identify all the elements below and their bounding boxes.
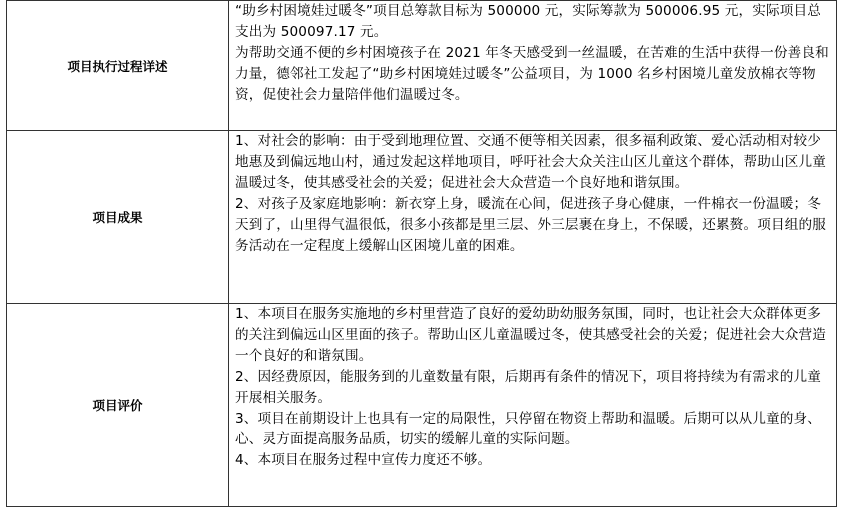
row-content-execution	[229, 1, 837, 131]
row-content-results	[229, 131, 837, 304]
content-paragraph: 2、因经费原因，能服务到的儿童数量有限，后期再有条件的情况下，项目将持续为有需求的儿童开展相关服务。	[235, 368, 822, 406]
content-paragraph: 2、对孩子及家庭地影响：新衣穿上身，暖流在心间，促进孩子身心健康，一件棉衣一份温暖；冬天到了，山里得气温很低，很多小孩都是里三层、外三层裹在身上，不保暖，还累赘。项目组的服务活动在一定程度上缓解山区困境儿童的困难。	[235, 195, 826, 254]
row-label-results: 项目成果	[7, 131, 229, 304]
table-row-execution	[7, 1, 837, 131]
row-label-evaluation: 项目评价	[7, 304, 229, 507]
content-paragraph: 4、本项目在服务过程中宣传力度还不够。	[235, 452, 492, 469]
table-row-results	[7, 131, 837, 304]
row-label-execution: 项目执行过程详述	[7, 1, 229, 131]
row-content-evaluation	[229, 304, 837, 507]
content-paragraph: 为帮助交通不便的乡村困境孩子在 2021 年冬天感受到一丝温暖，在苦难的生活中获得一份善良和力量，德邻社工发起了“助乡村困境娃过暖冬”公益项目，为 1000 名乡村困境儿童发放棉衣等物资，促使社会力量陪伴他们温暖过冬。	[235, 44, 829, 103]
content-paragraph: “助乡村困境娃过暖冬”项目总筹款目标为 500000 元，实际筹款为 500006.95 元，实际项目总支出为 500097.17 元。	[235, 3, 821, 40]
table-row-evaluation	[7, 304, 837, 507]
content-paragraph: 3、项目在前期设计上也具有一定的局限性，只停留在物资上帮助和温暖。后期可以从儿童的身、心、灵方面提高服务品质，切实的缓解儿童的实际问题。	[235, 410, 822, 448]
project-report-table	[6, 0, 837, 507]
content-paragraph: 1、本项目在服务实施地的乡村里营造了良好的爱幼助幼服务氛围，同时，也让社会大众群体更多的关注到偏远山区里面的孩子。帮助山区儿童温暖过冬，使其感受社会的关爱；促进社会大众营造一个良好的和谐氛围。	[235, 306, 826, 364]
content-paragraph: 1、对社会的影响：由于受到地理位置、交通不便等相关因素，很多福利政策、爱心活动相对较少地惠及到偏远地山村，通过发起这样地项目，呼吁社会大众关注山区儿童这个群体，帮助山区儿童温暖过冬，使其感受社会的关爱；促进社会大众营造一个良好地和谐氛围。	[235, 133, 826, 191]
